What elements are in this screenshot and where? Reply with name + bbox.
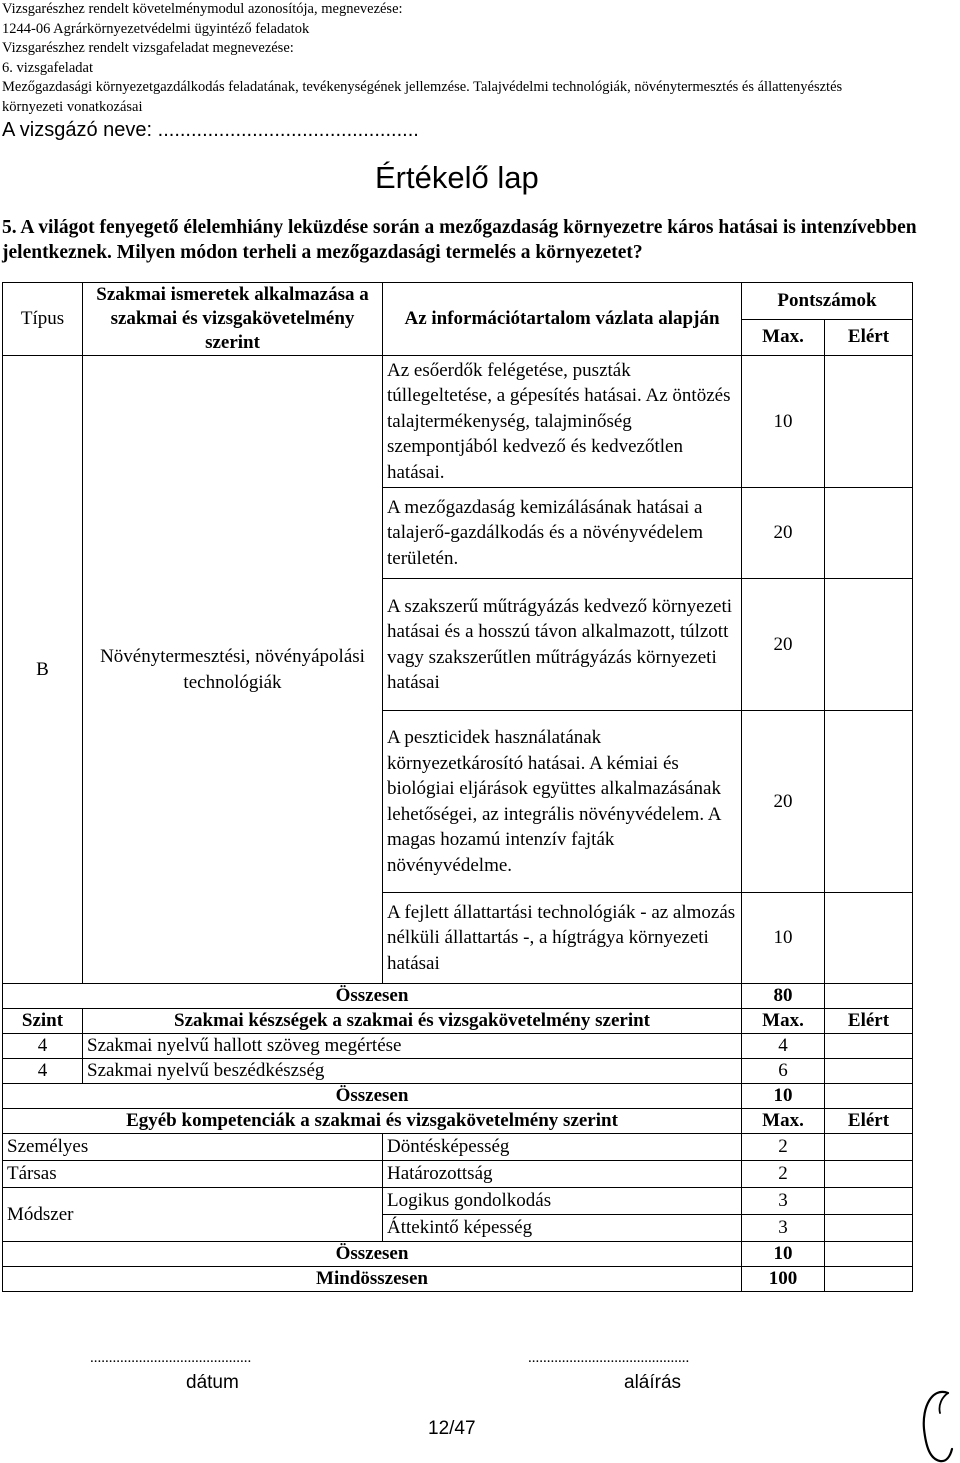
max-points: 2	[742, 1134, 825, 1161]
outline-item: A mezőgazdaság kemizálásának hatásai a talajerő-gazdálkodás és a növényvédelem területén.	[383, 488, 742, 579]
achieved-points[interactable]	[825, 1034, 913, 1059]
subtotal-value: 80	[742, 984, 825, 1009]
competency-item: Határozottság	[383, 1161, 742, 1188]
header-line: Mezőgazdasági környezetgazdálkodás feladatának, tevékenységének jellemzése. Talajvédelmi technológiák, növénytermesztés és állattenyésztés	[2, 79, 843, 95]
achieved-points[interactable]	[825, 1215, 913, 1242]
subtotal-label: Összesen	[3, 1084, 742, 1109]
knowledge-cell: Növénytermesztési, növényápolási technológiák	[83, 356, 383, 984]
type-header: Típus	[3, 283, 83, 356]
achieved-points[interactable]	[825, 893, 913, 984]
max-points: 20	[742, 488, 825, 579]
skill-level: 4	[3, 1034, 83, 1059]
header-line: Vizsgarészhez rendelt vizsgafeladat megnevezése:	[2, 40, 294, 56]
question-text: 5. A világot fenyegető élelemhiány leküzdése során a mezőgazdaság környezetre káros hatásai is intenzívebben jelentkeznek. Milyen módon terheli a mezőgazdasági termelés a környezetet?	[2, 217, 917, 263]
knowledge-header: Szakmai ismeretek alkalmazása a szakmai és vizsgakövetelmény szerint	[83, 283, 383, 356]
outline-item: A fejlett állattartási technológiák - az almozás nélküli állattartás -, a hígtrágya környezeti hatásai	[383, 893, 742, 984]
outline-header: Az információtartalom vázlata alapján	[383, 283, 742, 356]
achieved-points[interactable]	[825, 1059, 913, 1084]
max-header: Max.	[742, 1109, 825, 1134]
subtotal-label: Összesen	[3, 984, 742, 1009]
signature-label: aláírás	[624, 1372, 682, 1393]
achieved-points[interactable]	[825, 1242, 913, 1267]
header-line: 1244-06 Agrárkörnyezetvédelmi ügyintéző feladatok	[2, 20, 310, 37]
skill-name: Szakmai nyelvű hallott szöveg megértése	[83, 1034, 742, 1059]
skill-level: 4	[3, 1059, 83, 1084]
competency-item: Áttekintő képesség	[383, 1215, 742, 1242]
subtotal-value: 10	[742, 1242, 825, 1267]
max-points: 4	[742, 1034, 825, 1059]
outline-item: A peszticidek használatának környezetkárosító hatásai. A kémiai és biológiai eljárások együttes alkalmazásának lehetőségei, az integrális növényvédelem. A magas hozamú intenzív fajták növényvédelme.	[383, 711, 742, 893]
signature-line: ...........................................	[528, 1350, 690, 1366]
achieved-points[interactable]	[825, 711, 913, 893]
level-header: Szint	[3, 1009, 83, 1034]
competency-category: Személyes	[3, 1134, 383, 1161]
max-header: Max.	[742, 319, 825, 356]
achieved-points[interactable]	[825, 356, 913, 488]
achieved-points[interactable]	[825, 984, 913, 1009]
max-points: 20	[742, 711, 825, 893]
points-header: Pontszámok	[742, 283, 913, 320]
outline-item: Az esőerdők felégetése, puszták túllegeltetése, a gépesítés hatásai. Az öntözés talajtermékenység, talajminőség szempontjából kedvező és kedvezőtlen hatásai.	[383, 356, 742, 488]
achieved-points[interactable]	[825, 1267, 913, 1292]
competency-item: Logikus gondolkodás	[383, 1188, 742, 1215]
achieved-points[interactable]	[825, 1084, 913, 1109]
max-points: 20	[742, 579, 825, 711]
grand-total-label: Mindösszesen	[3, 1267, 742, 1292]
max-points: 3	[742, 1188, 825, 1215]
competency-item: Döntésképesség	[383, 1134, 742, 1161]
max-points: 6	[742, 1059, 825, 1084]
max-points: 10	[742, 893, 825, 984]
max-points: 2	[742, 1161, 825, 1188]
subtotal-value: 10	[742, 1084, 825, 1109]
max-header: Max.	[742, 1009, 825, 1034]
evaluation-table	[2, 282, 913, 1292]
achieved-points[interactable]	[825, 488, 913, 579]
achieved-points[interactable]	[825, 1134, 913, 1161]
achieved-points[interactable]	[825, 1161, 913, 1188]
outline-item: A szakszerű műtrágyázás kedvező környezeti hatásai és a hosszú távon alkalmazott, túlzott vagy szakszerűtlen műtrágyázás környezeti hatásai	[383, 579, 742, 711]
achieved-header: Elért	[825, 319, 913, 356]
page-number: 12/47	[428, 1418, 476, 1439]
skill-name: Szakmai nyelvű beszédkészség	[83, 1059, 742, 1084]
achieved-points[interactable]	[825, 579, 913, 711]
achieved-points[interactable]	[825, 1188, 913, 1215]
skills-header: Szakmai készségek a szakmai és vizsgakövetelmény szerint	[83, 1009, 742, 1034]
other-competencies-header: Egyéb kompetenciák a szakmai és vizsgakövetelmény szerint	[3, 1109, 742, 1134]
grand-total-value: 100	[742, 1267, 825, 1292]
header-line: Vizsgarészhez rendelt követelménymodul azonosítója, megnevezése:	[2, 1, 403, 17]
header-line: környezeti vonatkozásai	[2, 98, 143, 115]
page-title: Értékelő lap	[375, 160, 539, 195]
type-cell: B	[3, 356, 83, 984]
max-points: 3	[742, 1215, 825, 1242]
competency-category: Módszer	[3, 1188, 383, 1242]
competency-category: Társas	[3, 1161, 383, 1188]
handwritten-signature	[918, 1385, 958, 1463]
achieved-header: Elért	[825, 1109, 913, 1134]
document-header	[2, 0, 842, 117]
date-line: ...........................................	[90, 1350, 252, 1366]
examinee-name-field: A vizsgázó neve: ...............................................	[2, 119, 419, 141]
subtotal-label: Összesen	[3, 1242, 742, 1267]
date-label: dátum	[186, 1372, 239, 1393]
header-line: 6. vizsgafeladat	[2, 59, 93, 76]
achieved-header: Elért	[825, 1009, 913, 1034]
max-points: 10	[742, 356, 825, 488]
